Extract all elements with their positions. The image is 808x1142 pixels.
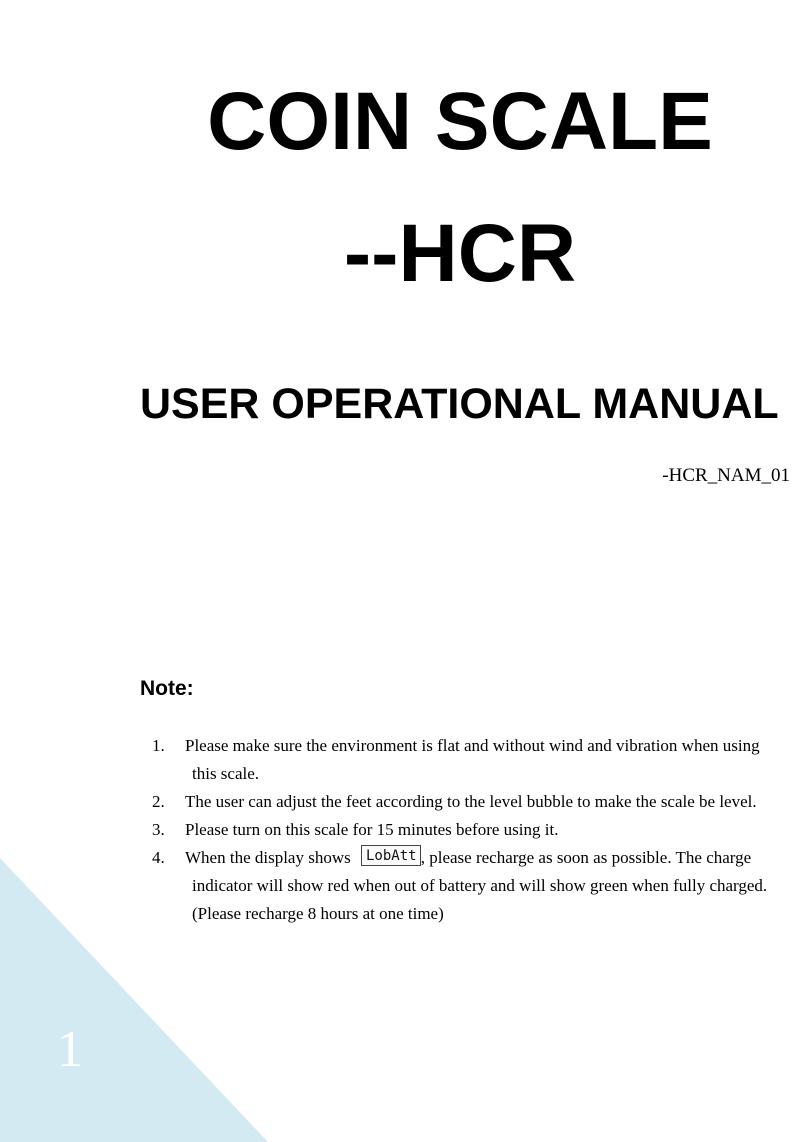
document-title: COIN SCALE — [207, 76, 713, 167]
lcd-display-icon — [361, 845, 421, 866]
list-item-number: 3. — [152, 820, 165, 839]
model-code-title: --HCR — [343, 208, 577, 299]
notes-list — [148, 732, 778, 928]
document-code: -HCR_NAM_01 — [662, 465, 790, 486]
list-item-number: 2. — [152, 792, 165, 811]
lcd-display-text: LobAtt — [365, 848, 417, 863]
list-item-text: Please make sure the environment is flat and without wind and vibration when using this scale. — [185, 736, 760, 783]
list-item-number: 1. — [152, 736, 165, 755]
list-item-number: 4. — [152, 848, 165, 867]
list-item-text — [185, 844, 778, 928]
page-number: 1 — [57, 1021, 83, 1078]
list-item-text: The user can adjust the feet according to the level bubble to make the scale be level. — [185, 792, 757, 811]
manual-subtitle: USER OPERATIONAL MANUAL — [140, 380, 779, 428]
list-item-text-after: , please recharge as soon as possible. The charge indicator will show red when out of battery and will show green when fully charged. (Please recharge 8 hours at one time) — [192, 848, 768, 923]
list-item — [148, 816, 778, 844]
list-item — [148, 844, 778, 928]
list-item-text-before: When the display shows — [185, 848, 351, 867]
list-item — [148, 788, 778, 816]
list-item-text: Please turn on this scale for 15 minutes before using it. — [185, 820, 559, 839]
note-heading: Note: — [140, 677, 194, 700]
list-item — [148, 732, 778, 788]
